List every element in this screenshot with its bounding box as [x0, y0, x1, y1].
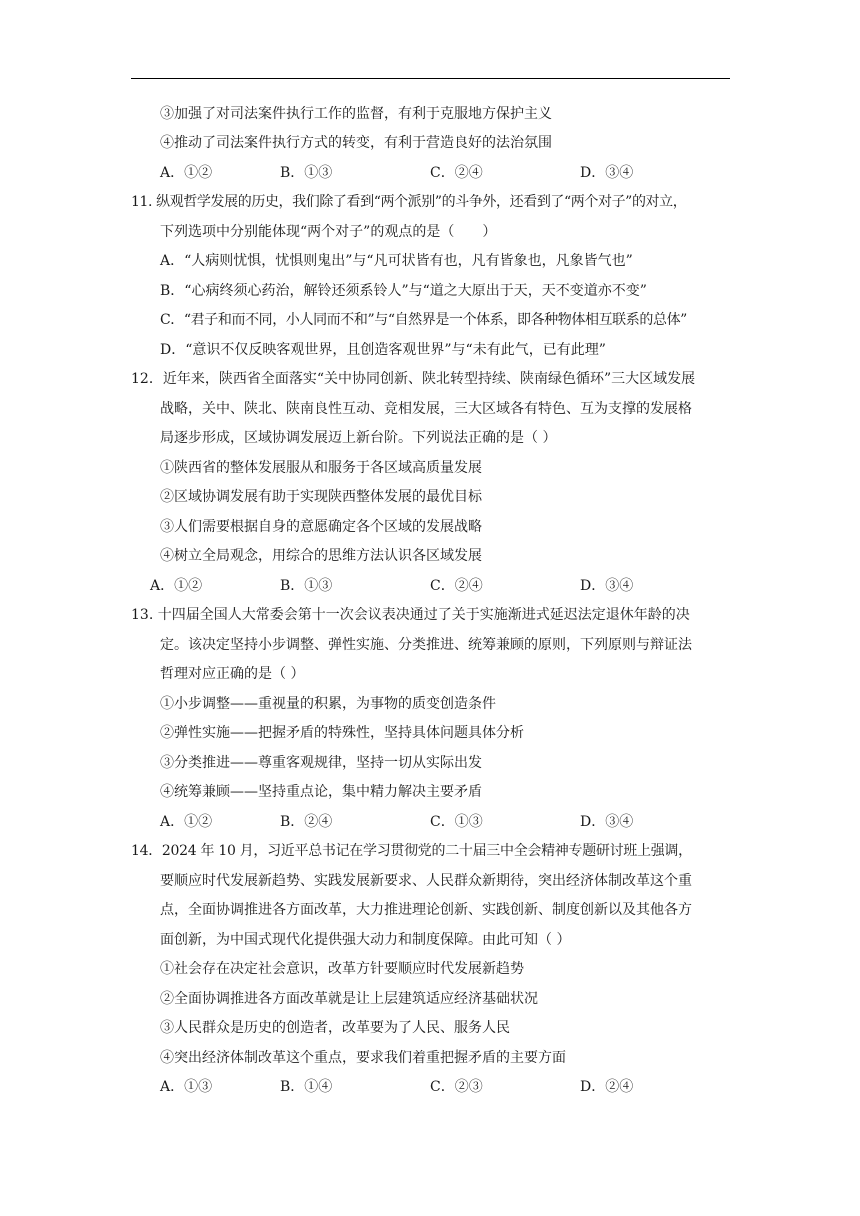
q12-statement-3: ③人们需要根据自身的意愿确定各个区域的发展战略	[160, 519, 482, 535]
q10-statement-3: ③加强了对司法案件执行工作的监督，有利于克服地方保护主义	[160, 106, 552, 122]
q12-stem-line-1: 12．近年来，陕西省全面落实“关中协同创新、陕北转型持续、陕南绿色循环”三大区域发展	[131, 371, 696, 387]
q14-statement-4: ④突出经济体制改革这个重点，要求我们着重把握矛盾的主要方面	[160, 1050, 566, 1066]
q12-option-b[interactable]: B．①③	[280, 578, 333, 594]
q13-statement-4: ④统筹兼顾——坚持重点论，集中精力解决主要矛盾	[160, 784, 482, 800]
q11-option-b[interactable]: B．“心病终须心药治，解铃还须系铃人”与“道之大原出于天，天不变道亦不变”	[160, 283, 647, 299]
q12-statement-4: ④树立全局观念，用综合的思维方法认识各区域发展	[160, 548, 482, 564]
q14-stem-line-4: 面创新，为中国式现代化提供强大动力和制度保障。由此可知（ ）	[160, 932, 571, 948]
q14-option-d[interactable]: D．②④	[580, 1079, 634, 1095]
q11-option-a[interactable]: A．“人病则忧惧，忧惧则鬼出”与“凡可状皆有也，凡有皆象也，凡象皆气也”	[160, 253, 633, 269]
q13-statement-3: ③分类推进——尊重客观规律，坚持一切从实际出发	[160, 755, 482, 771]
q10-option-b[interactable]: B．①③	[280, 165, 333, 181]
q12-statement-2: ②区域协调发展有助于实现陕西整体发展的最优目标	[160, 489, 482, 505]
q12-stem-line-2: 战略，关中、陕北、陕南良性互动、竞相发展，三大区域各有特色、互为支撑的发展格	[160, 401, 692, 417]
q14-stem-line-3: 点，全面协调推进各方面改革，大力推进理论创新、实践创新、制度创新以及其他各方	[160, 902, 692, 918]
header-rule	[131, 78, 730, 79]
q13-stem-line-1: 13. 十四届全国人大常委会第十一次会议表决通过了关于实施渐进式延迟法定退休年龄的决	[131, 607, 690, 623]
q12-option-c[interactable]: C．②④	[430, 578, 483, 594]
q14-statement-1: ①社会存在决定社会意识，改革方针要顺应时代发展新趋势	[160, 961, 524, 977]
q14-option-a[interactable]: A．①③	[160, 1079, 213, 1095]
q12-option-a[interactable]: A．①②	[150, 578, 203, 594]
q12-option-d[interactable]: D．③④	[580, 578, 634, 594]
q13-stem-line-2: 定。该决定坚持小步调整、弹性实施、分类推进、统筹兼顾的原则，下列原则与辩证法	[160, 637, 692, 653]
q14-option-c[interactable]: C．②③	[430, 1079, 483, 1095]
q11-option-d[interactable]: D．“意识不仅反映客观世界，且创造客观世界”与“未有此气，已有此理”	[160, 342, 606, 358]
q14-option-b[interactable]: B．①④	[280, 1079, 333, 1095]
q12-stem-line-3: 局逐步形成，区域协调发展迈上新台阶。下列说法正确的是（ ）	[160, 430, 557, 446]
q12-statement-1: ①陕西省的整体发展服从和服务于各区域高质量发展	[160, 460, 482, 476]
q10-statement-4: ④推动了司法案件执行方式的转变，有利于营造良好的法治氛围	[160, 135, 552, 151]
q14-stem-line-2: 要顺应时代发展新趋势、实践发展新要求、人民群众新期待，突出经济体制改革这个重	[160, 873, 692, 889]
q13-option-d[interactable]: D．③④	[580, 814, 634, 830]
q11-stem-line-1: 11. 纵观哲学发展的历史，我们除了看到“两个派别”的斗争外，还看到了“两个对子”的对立，	[131, 194, 687, 210]
q13-statement-2: ②弹性实施——把握矛盾的特殊性，坚持具体问题具体分析	[160, 725, 524, 741]
q10-option-a[interactable]: A．①②	[160, 165, 213, 181]
q10-option-d[interactable]: D．③④	[580, 165, 634, 181]
q14-statement-3: ③人民群众是历史的创造者，改革要为了人民、服务人民	[160, 1020, 510, 1036]
q13-option-c[interactable]: C．①③	[430, 814, 483, 830]
q14-statement-2: ②全面协调推进各方面改革就是让上层建筑适应经济基础状况	[160, 991, 538, 1007]
q13-option-a[interactable]: A．①②	[160, 814, 213, 830]
q11-stem-line-2: 下列选项中分别能体现“两个对子”的观点的是（ ）	[160, 224, 497, 240]
q14-stem-line-1: 14．2024 年 10 月，习近平总书记在学习贯彻党的二十届三中全会精神专题研讨班上强调，	[131, 843, 692, 859]
q13-option-b[interactable]: B．②④	[280, 814, 333, 830]
q10-option-c[interactable]: C．②④	[430, 165, 483, 181]
q13-stem-line-3: 哲理对应正确的是（ ）	[160, 666, 305, 682]
q11-option-c[interactable]: C．“君子和而不同，小人同而不和”与“自然界是一个体系，即各种物体相互联系的总体”	[160, 312, 687, 328]
q13-statement-1: ①小步调整——重视量的积累，为事物的质变创造条件	[160, 696, 496, 712]
